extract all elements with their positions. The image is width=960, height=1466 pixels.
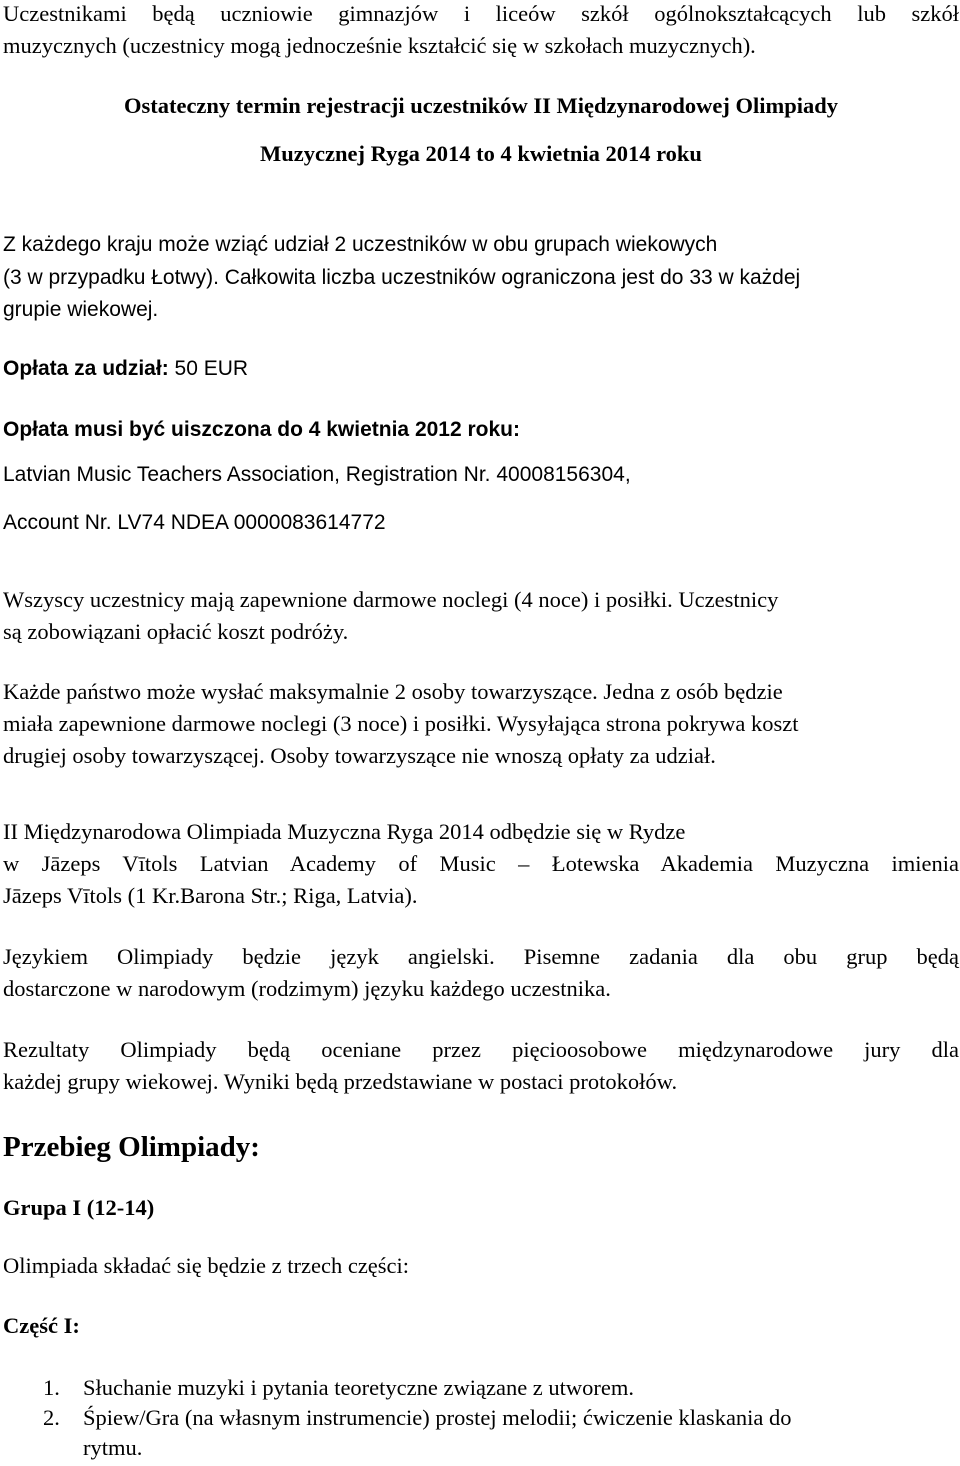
venue-line-2: w Jāzeps Vītols Latvian Academy of Music – Łotewska Akademia Muzyczna imienia bbox=[3, 851, 959, 876]
results-line-2: każdej grupy wiekowej. Wyniki będą przedstawiane w postaci protokołów. bbox=[3, 1069, 678, 1094]
parts-intro: Olimpiada składać się będzie z trzech części: bbox=[3, 1253, 410, 1278]
group-heading: Grupa I (12-14) bbox=[3, 1195, 155, 1220]
payment-line-1: Latvian Music Teachers Association, Registration Nr. 40008156304, bbox=[3, 463, 631, 486]
participants-line-2: (3 w przypadku Łotwy). Całkowita liczba uczestników ograniczona jest do 33 w każdej bbox=[3, 266, 801, 289]
course-heading: Przebieg Olimpiady: bbox=[3, 1131, 260, 1163]
language-line-2: dostarczone w narodowym (rodzimym) języku każdego uczestnika. bbox=[3, 976, 611, 1001]
deadline-line-2: Muzycznej Ryga 2014 to 4 kwietnia 2014 roku bbox=[260, 141, 702, 166]
participants-line-3: grupie wiekowej. bbox=[3, 298, 159, 321]
list-item-number: 2. bbox=[43, 1405, 60, 1430]
companions-line-1: Każde państwo może wysłać maksymalnie 2 osoby towarzyszące. Jedna z osób będzie bbox=[3, 679, 783, 704]
list-item-continuation: rytmu. bbox=[83, 1435, 143, 1460]
list-item: Słuchanie muzyki i pytania teoretyczne związane z utworem. bbox=[83, 1375, 635, 1400]
venue-line-3: Jāzeps Vītols (1 Kr.Barona Str.; Riga, Latvia). bbox=[3, 883, 418, 908]
intro-line-1: Uczestnikami będą uczniowie gimnazjów i liceów szkół ogólnokształcących lub szkół bbox=[3, 1, 959, 26]
intro-line-2: muzycznych (uczestnicy mogą jednocześnie kształcić się w szkołach muzycznych). bbox=[3, 33, 756, 58]
language-line-1: Językiem Olimpiady będzie język angielski. Pisemne zadania dla obu grup będą bbox=[3, 944, 959, 969]
payment-line-2: Account Nr. LV74 NDEA 0000083614772 bbox=[3, 511, 386, 534]
part-heading: Część I: bbox=[3, 1313, 80, 1338]
list-item: Śpiew/Gra (na własnym instrumencie) prostej melodii; ćwiczenie klaskania do bbox=[83, 1405, 792, 1430]
fee-value: 50 EUR bbox=[168, 357, 249, 380]
fee-label: Opłata za udział: bbox=[3, 357, 169, 380]
venue-line-1: II Międzynarodowa Olimpiada Muzyczna Ryga 2014 odbędzie się w Rydze bbox=[3, 819, 686, 844]
lodging-line-2: są zobowiązani opłacić koszt podróży. bbox=[3, 619, 349, 644]
payment-heading: Opłata musi być uiszczona do 4 kwietnia 2012 roku: bbox=[3, 418, 520, 441]
participants-line-1: Z każdego kraju może wziąć udział 2 uczestników w obu grupach wiekowych bbox=[3, 233, 718, 256]
fee-line bbox=[3, 355, 248, 383]
results-line-1: Rezultaty Olimpiady będą oceniane przez pięcioosobowe międzynarodowe jury dla bbox=[3, 1037, 959, 1062]
companions-line-3: drugiej osoby towarzyszącej. Osoby towarzyszące nie wnoszą opłaty za udział. bbox=[3, 743, 716, 768]
lodging-line-1: Wszyscy uczestnicy mają zapewnione darmowe noclegi (4 noce) i posiłki. Uczestnicy bbox=[3, 587, 779, 612]
list-item-number: 1. bbox=[43, 1375, 60, 1400]
deadline-line-1: Ostateczny termin rejestracji uczestników II Międzynarodowej Olimpiady bbox=[123, 93, 839, 118]
companions-line-2: miała zapewnione darmowe noclegi (3 noce) i posiłki. Wysyłająca strona pokrywa koszt bbox=[3, 711, 799, 736]
